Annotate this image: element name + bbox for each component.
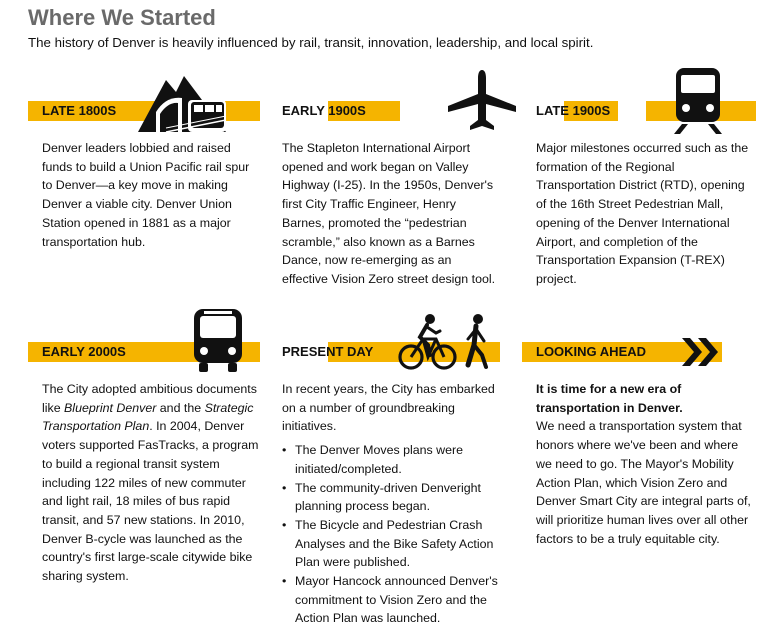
section-header [268,92,500,126]
list-item: • The Denver Moves plans were initiated/completed. [282,441,500,478]
section-content [268,380,500,628]
section-header [522,92,754,126]
list-item: • The community-driven Denveright planning process began. [282,479,500,516]
section-header [522,333,754,367]
bus-icon [192,307,244,373]
section-looking-ahead [522,333,754,548]
section-label: LATE 1800S [42,103,117,118]
section-early-1900s [268,92,500,289]
section-late-1900s [522,92,754,289]
section-body: We need a transportation system that honors where we've been and where we need to go. The Mayor's Mobility Action Plan, which Vision Zero and Denver Smart City are integral parts of, will prioritize human lives over all other factors to be a truly equitable city. [536,419,751,546]
page-title: Where We Started [28,5,216,30]
airplane-icon [446,68,518,136]
double-chevron-right-icon [680,336,720,368]
section-early-2000s [28,333,260,586]
section-body: Denver leaders lobbied and raised funds to build a Union Pacific rail spur to Denver—a key move in making Denver a viable city. Denver Union Station opened in 1881 as a major transportation hub. [42,141,250,249]
list-item: • The Bicycle and Pedestrian Crash Analyses and the Bike Safety Action Plan were published. [282,516,500,572]
section-header [268,333,500,367]
section-body: The City adopted ambitious documents like Blueprint Denver and the Strategic Transportation Plan. In 2004, Denver voters supported FasTracks, a program to build a regional transit system including 122 miles of new commuter and light rail, 18 miles of bus rapid transit, and 57 new stations. In 2010, Denver B-cycle was launched as the country's first large-scale citywide bike sharing system. [42,382,259,584]
section-intro: In recent years, the City has embarked on a number of groundbreaking initiatives. [282,382,495,434]
section-present-day [268,333,500,628]
mountain-tunnel-train-icon [136,70,228,134]
section-late-1800s [28,92,260,251]
initiatives-list [282,441,500,628]
section-body: Major milestones occurred such as the formation of the Regional Transportation District (RTD), opening of the 16th Street Pedestrian Mall, opening of the Denver International Airport, and completion of the Transportation Expansion (T-REX) project. [536,141,749,286]
page-subtitle: The history of Denver is heavily influenced by rail, transit, innovation, leadership, and local spirit. [28,35,594,50]
section-label: EARLY 1900S [282,103,366,118]
bicyclist-pedestrian-icon [396,313,496,371]
section-label: LOOKING AHEAD [536,344,647,359]
list-item: • Mayor Hancock announced Denver's commitment to Vision Zero and the Action Plan was launched. [282,572,500,628]
light-rail-train-icon [672,66,724,136]
section-label: LATE 1900S [536,103,611,118]
section-label: EARLY 2000S [42,344,126,359]
section-body: The Stapleton International Airport opened and work began on Valley Highway (I-25). In the 1950s, Denver's first City Traffic Engineer, Henry Barnes, promoted the “pedestrian scramble,” also known as a Barnes Dance, now re-emerging as an effective Vision Zero street design tool. [282,141,496,286]
section-content [522,380,754,548]
section-header [28,333,260,367]
section-header [28,92,260,126]
section-lead: It is time for a new era of transportation in Denver. [536,382,683,415]
section-label: PRESENT DAY [282,344,374,359]
